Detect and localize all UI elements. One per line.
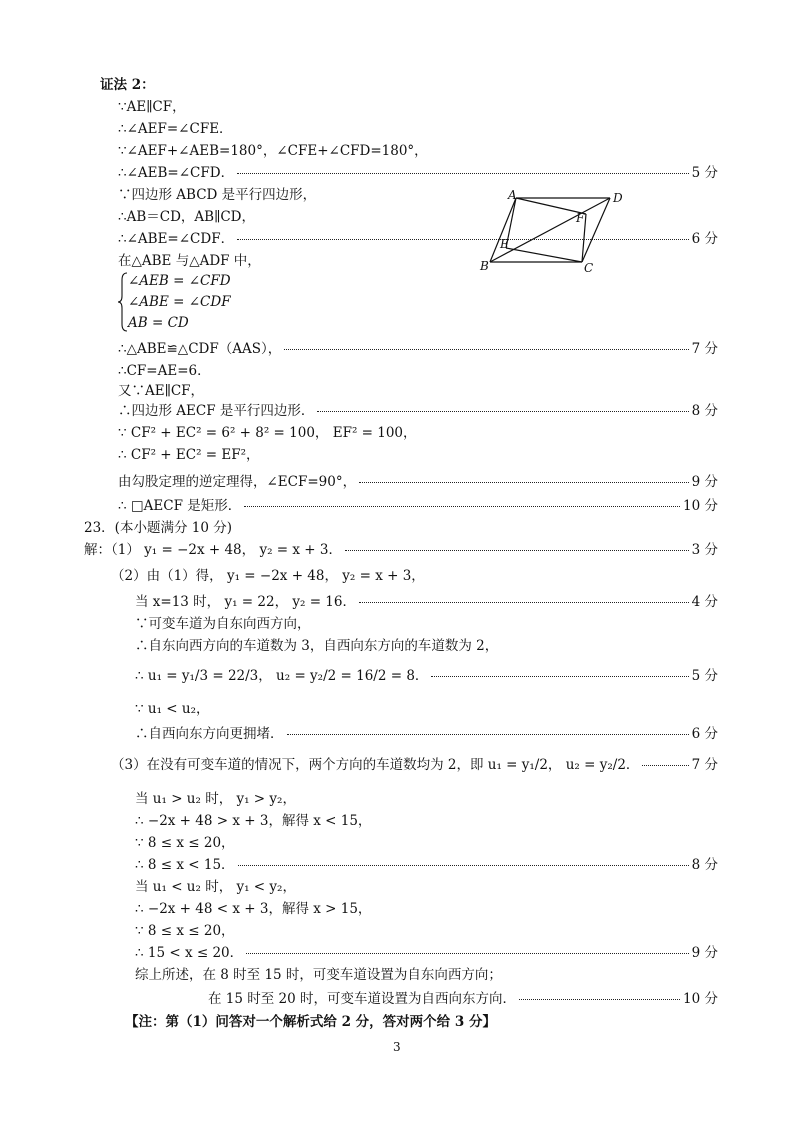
- dot-leader: [642, 765, 688, 766]
- answer-line-scored: [135, 725, 718, 743]
- dot-leader: [244, 506, 680, 507]
- proof-line-scored: [118, 230, 718, 248]
- grading-note: 【注：第（1）问答对一个解析式给 2 分，答对两个给 3 分】: [125, 1014, 496, 1030]
- answer-line: ∵可变车道为自东向西方向，: [135, 616, 311, 632]
- score: 5 分: [691, 165, 718, 181]
- score: 10 分: [683, 498, 718, 514]
- left-brace-icon: [118, 272, 128, 332]
- dot-leader: [317, 411, 688, 412]
- score: 4 分: [691, 594, 718, 610]
- seg-ec: [506, 248, 582, 262]
- answer-text: ∴ 15 < x ≤ 20．: [135, 945, 244, 961]
- proof-text: ∴四边形 AECF 是平行四边形．: [118, 403, 315, 419]
- proof-line: ∴AB＝CD，AB∥CD，: [118, 209, 255, 225]
- answer-line-scored: [135, 667, 718, 685]
- answer-line: ∵ 8 ≤ x ≤ 20，: [135, 835, 235, 851]
- score: 10 分: [683, 991, 718, 1007]
- answer-line: （2）由（1）得， y₁ = −2x + 48， y₂ = x + 3，: [111, 568, 425, 584]
- score: 8 分: [691, 403, 718, 419]
- answer-text: 在 15 时至 20 时，可变车道设置为自西向东方向．: [208, 991, 517, 1007]
- proof-line-scored: [118, 497, 718, 515]
- proof-text: ∴∠ABE=∠CDF．: [118, 231, 235, 247]
- system-eq-2: ∠ABE = ∠CDF: [128, 294, 231, 310]
- proof-line: ∵ CF² + EC² = 6² + 8² = 100， EF² = 100，: [118, 425, 417, 441]
- question-header: 23．(本小题满分 10 分): [84, 520, 232, 536]
- answer-text: 解：（1） y₁ = −2x + 48， y₂ = x + 3．: [84, 542, 342, 558]
- diagonal-bd: [490, 198, 610, 262]
- label-f: F: [576, 211, 585, 225]
- answer-line-scored: [135, 593, 718, 611]
- edge-dc: [582, 198, 610, 262]
- parallelogram-figure: [478, 188, 628, 278]
- dot-leader: [359, 602, 689, 603]
- proof-line-scored: [118, 402, 718, 420]
- label-b: B: [480, 259, 489, 273]
- score: 5 分: [691, 668, 718, 684]
- score: 9 分: [691, 474, 718, 490]
- proof-line-scored: [118, 473, 718, 491]
- answer-text: ∴自西向东方向更拥堵．: [135, 726, 284, 742]
- dot-leader: [237, 173, 689, 174]
- proof-line: ∵四边形 ABCD 是平行四边形，: [118, 187, 317, 203]
- label-a: A: [508, 188, 517, 202]
- answer-line-scored: [135, 944, 718, 962]
- dot-leader: [284, 349, 688, 350]
- dot-leader: [345, 550, 689, 551]
- proof-text: 由勾股定理的逆定理得，∠ECF=90°，: [118, 474, 357, 490]
- system-eq-3: AB = CD: [128, 315, 189, 331]
- score: 7 分: [691, 341, 718, 357]
- dot-leader: [246, 953, 688, 954]
- edge-ba: [490, 198, 516, 262]
- proof-line: ∴ CF² + EC² = EF²，: [118, 447, 260, 463]
- score: 8 分: [691, 857, 718, 873]
- answer-line-scored: [111, 756, 718, 774]
- answer-line-scored: [208, 990, 718, 1008]
- proof-line: ∴CF=AE=6．: [118, 363, 211, 379]
- proof-line-scored: [118, 164, 718, 182]
- answer-text: 当 x=13 时， y₁ = 22， y₂ = 16．: [135, 594, 356, 610]
- answer-line: ∴自东向西方向的车道数为 3，自西向东方向的车道数为 2，: [135, 638, 499, 654]
- answer-line: ∵ 8 ≤ x ≤ 20，: [135, 923, 235, 939]
- score: 9 分: [691, 945, 718, 961]
- proof-line: 又∵AE∥CF，: [118, 383, 205, 399]
- score: 7 分: [691, 757, 718, 773]
- page-number: 3: [393, 1040, 401, 1054]
- dot-leader: [359, 482, 689, 483]
- proof-text: ∴∠AEB=∠CFD．: [118, 165, 235, 181]
- score: 3 分: [691, 542, 718, 558]
- proof-line: ∵∠AEF+∠AEB=180°，∠CFE+∠CFD=180°，: [118, 143, 428, 159]
- label-c: C: [584, 261, 594, 275]
- proof-text: ∴ □AECF 是矩形．: [118, 498, 242, 514]
- label-e: E: [500, 237, 509, 251]
- answer-line-scored: [135, 856, 718, 874]
- proof-line: ∵AE∥CF，: [118, 99, 186, 115]
- proof-line: ∴∠AEF=∠CFE．: [118, 121, 233, 137]
- answer-text: ∴ 8 ≤ x < 15．: [135, 857, 235, 873]
- label-d: D: [613, 191, 623, 205]
- answer-text: ∴ u₁ = y₁/3 = 22/3， u₂ = y₂/2 = 16/2 = 8．: [135, 668, 429, 684]
- proof-text: ∴△ABE≌△CDF（AAS），: [118, 341, 282, 357]
- answer-text: （3）在没有可变车道的情况下，两个方向的车道数均为 2，即 u₁ = y₁/2， u₂ = y₂/2．: [111, 757, 640, 773]
- score: 6 分: [691, 726, 718, 742]
- answer-line: 综上所述，在 8 时至 15 时，可变车道设置为自东向西方向；: [135, 967, 502, 983]
- dot-leader: [287, 734, 689, 735]
- proof-line: 在△ABE 与△ADF 中，: [118, 253, 261, 269]
- system-eq-1: ∠AEB = ∠CFD: [128, 273, 231, 289]
- dot-leader: [519, 999, 680, 1000]
- proof-title: 证法 2：: [100, 77, 155, 93]
- answer-line-scored: [84, 541, 718, 559]
- answer-line: ∴ −2x + 48 < x + 3，解得 x > 15，: [135, 901, 372, 917]
- answer-line: ∵ u₁ < u₂，: [135, 701, 210, 717]
- dot-leader: [238, 865, 689, 866]
- answer-line: 当 u₁ > u₂ 时， y₁ > y₂，: [135, 791, 296, 807]
- score: 6 分: [691, 231, 718, 247]
- proof-line-scored: [118, 340, 718, 358]
- answer-line: ∴ −2x + 48 > x + 3，解得 x < 15，: [135, 813, 372, 829]
- answer-line: 当 u₁ < u₂ 时， y₁ < y₂，: [135, 879, 296, 895]
- dot-leader: [431, 676, 688, 677]
